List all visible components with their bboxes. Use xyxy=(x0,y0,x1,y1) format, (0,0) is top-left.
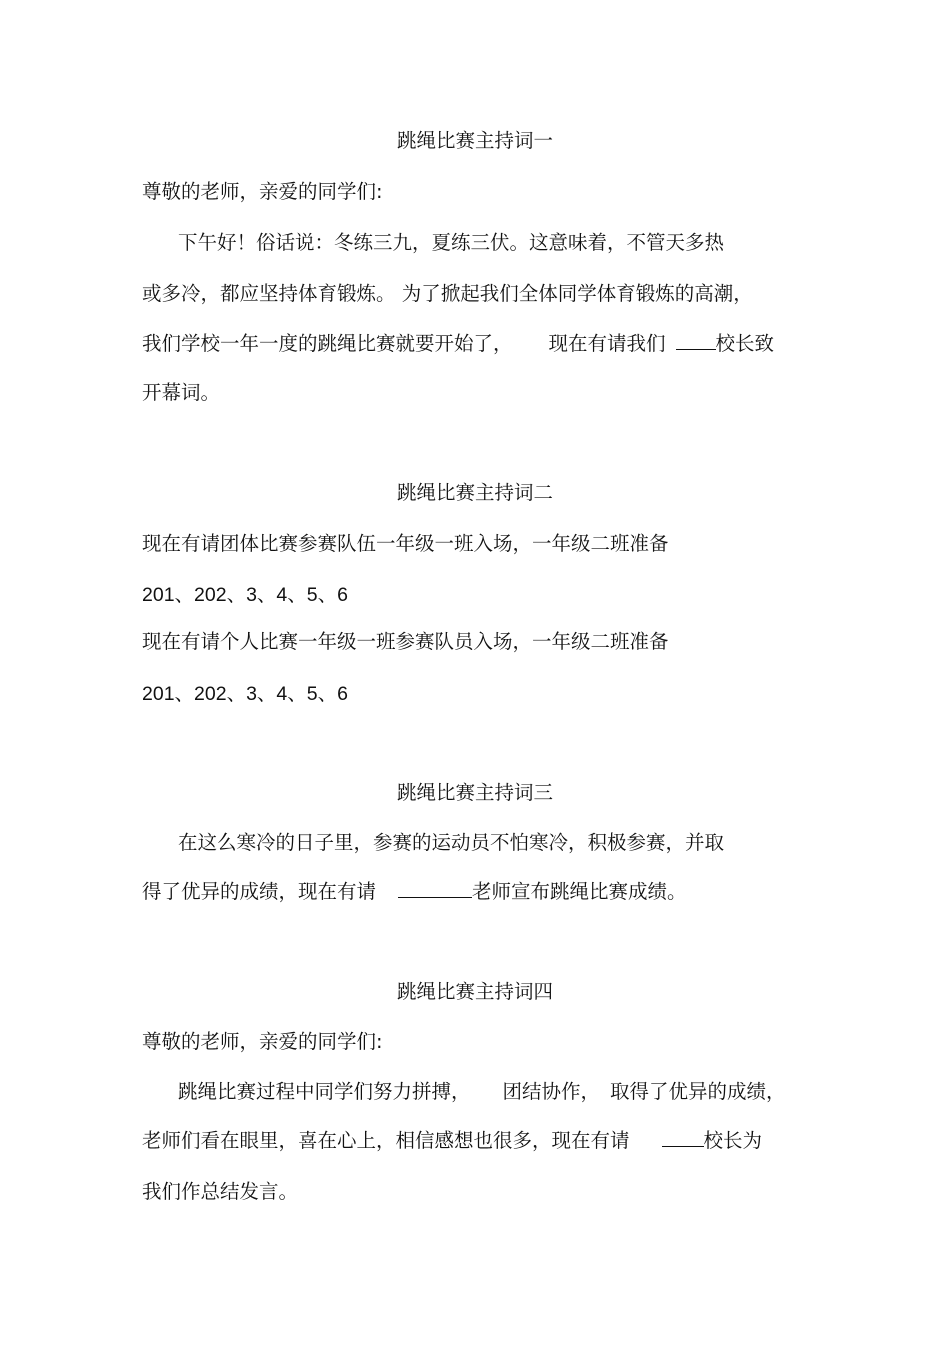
section-4-line-1-part-a: 跳绳比赛过程中同学们努力拼搏， xyxy=(178,1080,471,1103)
section-2-line-4: 201、202、3、4、5、6 xyxy=(142,683,348,705)
section-1-paragraph-line-3 xyxy=(142,332,774,356)
section-3-line-2-part-a: 得了优异的成绩，现在有请 xyxy=(142,880,377,903)
section-4-line-1 xyxy=(178,1080,786,1104)
section-3-line-2-part-b: 老师宣布跳绳比赛成绩。 xyxy=(472,880,687,903)
section-1-title: 跳绳比赛主持词一 xyxy=(396,129,553,152)
section-1-greeting: 尊敬的老师，亲爱的同学们: xyxy=(142,180,383,203)
section-4-line-2-part-a: 老师们看在眼里，喜在心上，相信感想也很多，现在有请 xyxy=(142,1129,630,1152)
section-4-line-2-part-b: 校长为 xyxy=(703,1129,763,1152)
section-1-line-3-part-c: 校长致 xyxy=(715,332,775,355)
section-4-line-1-part-b: 团结协作， xyxy=(502,1080,601,1103)
fill-in-blank xyxy=(398,881,472,898)
section-1-line-3-part-a: 我们学校一年一度的跳绳比赛就要开始了， xyxy=(142,332,513,355)
section-2-title: 跳绳比赛主持词二 xyxy=(396,481,553,504)
fill-in-blank xyxy=(676,333,716,350)
section-1-line-3-part-b: 现在有请我们 xyxy=(548,332,666,355)
section-2-line-2: 201、202、3、4、5、6 xyxy=(142,584,348,606)
fill-in-blank xyxy=(662,1130,704,1147)
section-4-greeting: 尊敬的老师，亲爱的同学们: xyxy=(142,1030,383,1053)
section-3-line-1: 在这么寒冷的日子里，参赛的运动员不怕寒冷，积极参赛，并取 xyxy=(178,831,725,854)
section-4-line-1-part-c: 取得了优异的成绩， xyxy=(610,1080,786,1103)
section-1-paragraph-line-2: 或多冷，都应坚持体育锻炼。 为了掀起我们全体同学体育锻炼的高潮， xyxy=(142,282,753,305)
section-2-line-3: 现在有请个人比赛一年级一班参赛队员入场，一年级二班准备 xyxy=(142,630,669,653)
section-1-paragraph-line-4: 开幕词。 xyxy=(142,381,221,404)
section-2-line-1: 现在有请团体比赛参赛队伍一年级一班入场，一年级二班准备 xyxy=(142,532,669,555)
section-4-line-2 xyxy=(142,1129,762,1153)
section-4-title: 跳绳比赛主持词四 xyxy=(396,980,553,1003)
section-1-paragraph-line-1: 下午好！俗话说：冬练三九，夏练三伏。这意味着，不管天多热 xyxy=(178,231,725,254)
section-3-title: 跳绳比赛主持词三 xyxy=(396,781,553,804)
section-3-line-2 xyxy=(142,880,687,904)
section-4-line-3: 我们作总结发言。 xyxy=(142,1180,299,1203)
